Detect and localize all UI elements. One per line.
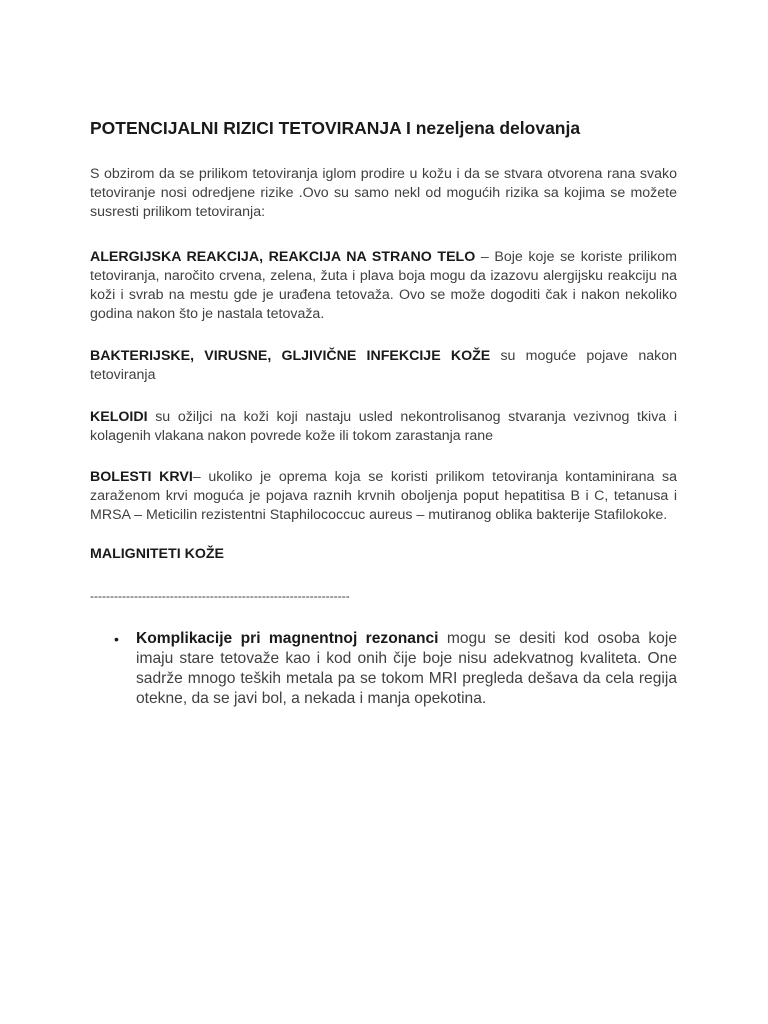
document-page bbox=[90, 116, 677, 709]
section-heading: BAKTERIJSKE, VIRUSNE, GLJIVIČNE INFEKCIJE KOŽE bbox=[90, 348, 491, 364]
section-heading: MALIGNITETI KOŽE bbox=[90, 546, 224, 562]
section-infections bbox=[90, 347, 677, 385]
dashed-divider: ----------------------------------------------------------------- bbox=[90, 589, 350, 603]
list-item bbox=[90, 629, 677, 709]
section-text: su moguće pojave nakon tetoviranja bbox=[90, 348, 677, 383]
bullet-list bbox=[90, 629, 677, 709]
document-title: POTENCIJALNI RIZICI TETOVIRANJA I nezeljena delovanja bbox=[90, 118, 581, 138]
bullet-text: mogu se desiti kod osoba koje imaju stare tetovaže kao i kod onih čije boje nisu adekvatnog kvaliteta. One sadrže mnogo teških metala pa se tokom MRI pregleda dešava da cela regija otekne, da se javi bol, a nekada i manja opekotina. bbox=[136, 630, 677, 707]
bullet-icon: • bbox=[114, 631, 119, 647]
section-text: – ukoliko je oprema koja se koristi prilikom tetoviranja kontaminirana sa zaraženom krvi moguća je pojava raznih krvnih oboljenja poput hepatitisa B i C, tetanusa i MRSA – Meticilin rezistentni Staphilococcuc aureus – mutiranog oblika bakterije Stafilokoke. bbox=[90, 469, 677, 523]
section-heading: ALERGIJSKA REAKCIJA, REAKCIJA NA STRANO TELO bbox=[90, 249, 476, 265]
section-blood-diseases bbox=[90, 468, 677, 525]
section-text: – Boje koje se koriste prilikom tetoviranja, naročito crvena, zelena, žuta i plava boja mogu da izazovu alergijsku reakciju na koži i svrab na mestu gde je urađena tetovaža. Ovo se može dogoditi čak i nakon nekoliko godina nakon što je nastala tetovaža. bbox=[90, 249, 677, 322]
section-text: su ožiljci na koži koji nastaju usled nekontrolisanog stvaranja vezivnog tkiva i kolagenih vlakana nakon povrede kože ili tokom zarastanja rane bbox=[90, 409, 677, 444]
section-skin-malignancies bbox=[90, 545, 677, 564]
bullet-heading: Komplikacije pri magnentnoj rezonanci bbox=[136, 630, 439, 647]
section-keloids bbox=[90, 408, 677, 446]
intro-paragraph: S obzirom da se prilikom tetoviranja iglom prodire u kožu i da se stvara otvorena rana svako tetoviranje nosi odredjene rizike .Ovo su samo nekl od mogućih rizika sa kojima se možete susresti prilikom tetoviranja: bbox=[90, 166, 677, 220]
section-heading: KELOIDI bbox=[90, 409, 148, 425]
section-allergic-reaction bbox=[90, 248, 677, 324]
section-heading: BOLESTI KRVI bbox=[90, 469, 193, 485]
